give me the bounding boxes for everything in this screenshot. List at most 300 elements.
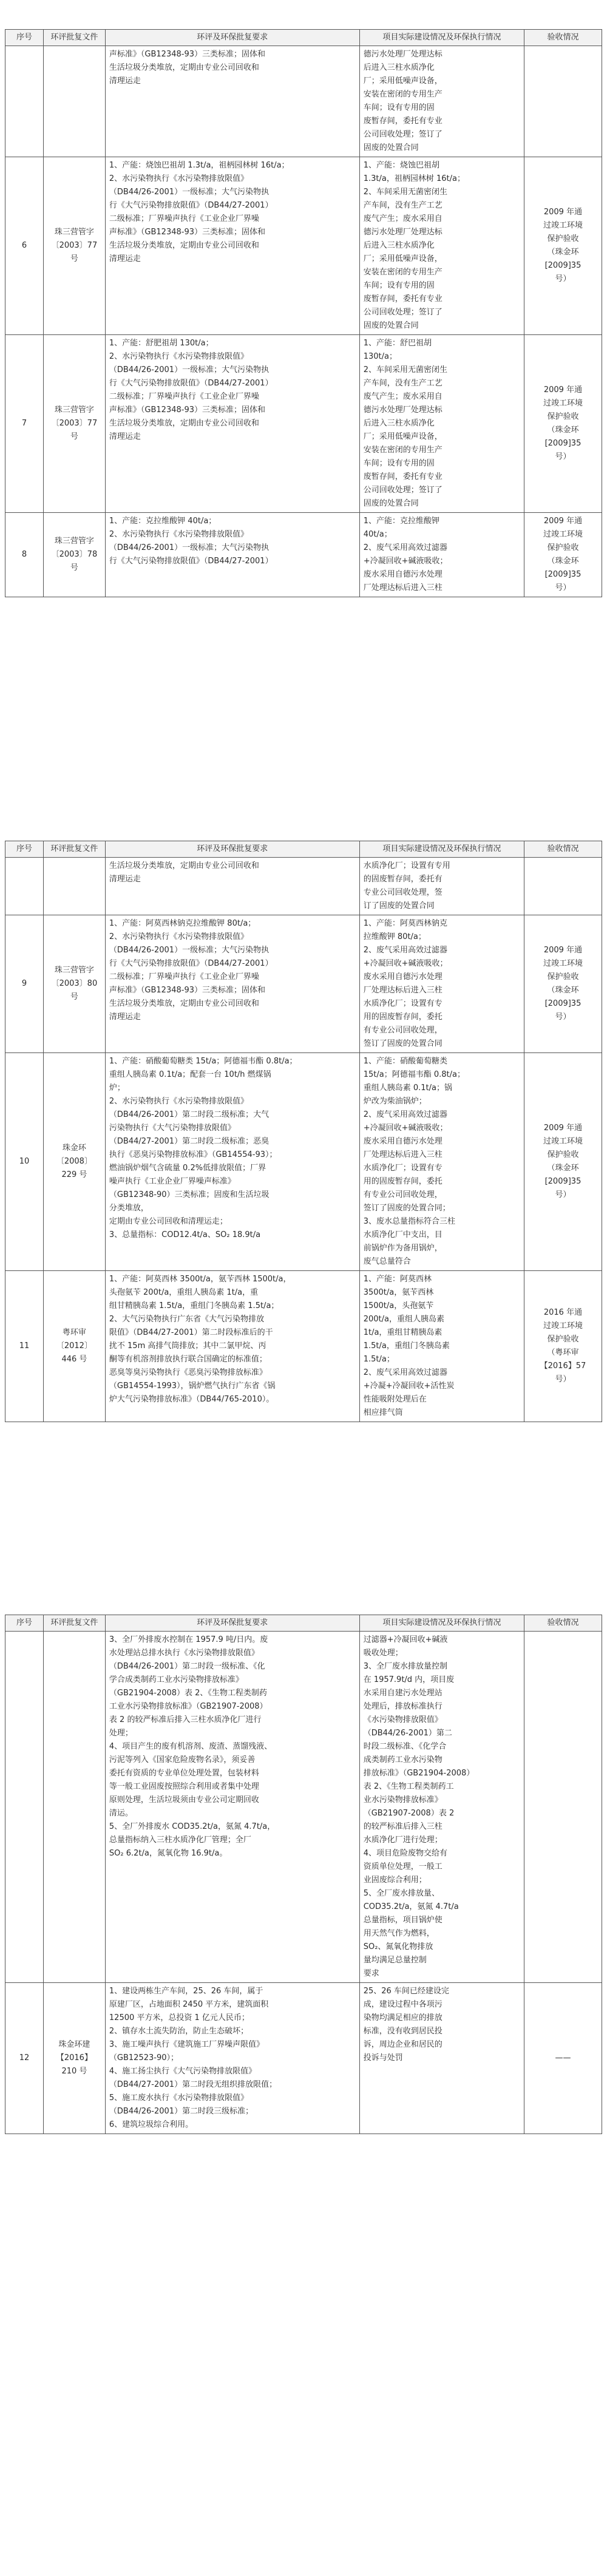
actual-construction-line: 用的固废暂存间，委托 — [363, 1012, 443, 1022]
eia-requirements-line: 2、水污染物执行《水污染物排放限值》 — [109, 932, 249, 941]
eia-requirements — [105, 157, 359, 335]
acceptance-status — [524, 513, 602, 597]
table-page — [5, 29, 602, 597]
actual-construction — [359, 915, 524, 1053]
approval-document-line: 〔2012〕 — [56, 1341, 92, 1351]
actual-construction-line: 投诉与处罚 — [363, 2053, 403, 2062]
eia-requirements-line: 行《大气污染物排放限值》（DB44/27-2001） — [109, 959, 273, 968]
actual-construction-line: 车间；设有专用的固 — [363, 459, 435, 468]
column-header: 验收情况 — [524, 30, 602, 46]
actual-construction-line: 前锅炉作为备用锅炉， — [363, 1244, 443, 1253]
acceptance-status-line: 号） — [555, 1190, 571, 1199]
eia-requirements-line: 2、水污染物执行《水污染物排放限值》 — [109, 530, 249, 539]
eia-requirements-line: 二级标准；厂界噪声执行《工业企业厂界噪 — [109, 392, 259, 401]
table-row — [5, 915, 602, 1053]
actual-construction-line: 废气总量符合 — [363, 1257, 411, 1266]
actual-construction-line: 业固废综合利用； — [363, 1876, 427, 1885]
actual-construction-line: 时段二级标准、《化学合 — [363, 1742, 447, 1751]
approval-document-line: 号 — [70, 432, 78, 441]
eia-requirements-line: 清理运走 — [109, 1012, 141, 1022]
approval-document-line: 珠金环 — [62, 1144, 86, 1153]
eia-requirements-line: 清理运走 — [109, 76, 141, 86]
approval-document — [43, 1053, 105, 1271]
actual-construction-line: 25、26 车间已经建设完 — [363, 1987, 449, 1996]
eia-requirements-line: 处理； — [109, 1729, 133, 1738]
actual-construction-line: 2、废气采用高效过滤器 — [363, 1110, 447, 1119]
actual-construction-line: 德污水处理厂处理达标 — [363, 405, 443, 415]
actual-construction-line: 订了固废的处置合同 — [363, 901, 435, 910]
acceptance-status — [524, 1053, 602, 1271]
actual-construction-line: +冷凝+冷凝回收+活性炭 — [363, 1381, 455, 1391]
actual-construction-line: 1.3t/a，祖柄园林树 16t/a； — [363, 174, 465, 183]
eia-requirements-line: 生活垃圾分类堆放，定期由专业公司回收和 — [109, 861, 259, 870]
acceptance-status-line: （珠金环 — [547, 557, 579, 566]
eia-requirements-line: 2、镇存水土流失防治，防止生态破坏； — [109, 2027, 249, 2036]
table-row — [5, 858, 602, 915]
actual-construction-line: 产车间，没有生产工艺 — [363, 379, 443, 388]
approval-document-line: 号 — [70, 992, 78, 1002]
approval-document-line: 珠三营管字 — [54, 966, 94, 975]
eia-requirements-line: （DB44/26-2001）一级标准；大气污染物执 — [109, 946, 270, 955]
acceptance-status-line: 号） — [555, 452, 571, 461]
approval-document — [43, 915, 105, 1053]
approval-document-line: 号 — [70, 563, 78, 572]
eia-requirements-line: 酮等有机溶剂排放执行联合国确定的标准值； — [109, 1355, 267, 1364]
actual-construction-line: +冷凝回收+碱液吸收； — [363, 959, 448, 968]
actual-construction-line: 染物均满足相应的排放 — [363, 2013, 443, 2022]
column-header: 序号 — [5, 30, 44, 46]
table-row — [5, 1271, 602, 1422]
eia-requirements — [105, 858, 359, 915]
actual-construction-line: 厂处理达标后进入三柱 — [363, 583, 443, 592]
eia-requirements-line: （DB44/26-2001）一级标准；大气污染物执 — [109, 188, 270, 197]
eia-requirements-line: 1、产能：烧蚀巴祖胡 1.3t/a，祖柄园林树 16t/a； — [109, 161, 290, 170]
approval-document-line: 珠三营管字 — [54, 537, 94, 546]
acceptance-status-line: 号） — [555, 1375, 571, 1384]
approval-table — [5, 841, 602, 1422]
actual-construction-line: 2、废气采用高效过滤器 — [363, 946, 447, 955]
eia-requirements-line: 2、水污染物执行《水污染物排放限值》 — [109, 352, 249, 361]
eia-requirements-line: （DB44/26-2001）第二时段一级标准、《化 — [109, 1662, 265, 1671]
actual-construction — [359, 1271, 524, 1422]
table-row — [5, 1983, 602, 2134]
actual-construction-line: 签订了固废的处置合同； — [363, 1204, 450, 1213]
acceptance-status-line: 过竣工环境 — [543, 1137, 583, 1146]
table-header-row — [5, 1615, 602, 1632]
table-row — [5, 513, 602, 597]
actual-construction-line: 签订了固废的处置合同 — [363, 1039, 443, 1048]
actual-construction-line: 水质净化厂进行处理； — [363, 1835, 443, 1845]
eia-requirements-line: 原建厂区，占地面积 2450 平方米，建筑面积 — [109, 2000, 269, 2009]
actual-construction-line: 炉改为柴油锅炉； — [363, 1097, 427, 1106]
eia-requirements-line: 炉； — [109, 1083, 125, 1093]
row-number — [5, 858, 44, 915]
actual-construction-line: 资质单位处理，一般工 — [363, 1862, 443, 1871]
actual-construction-line: 有专业公司回收处理， — [363, 1026, 443, 1035]
approval-document-line: 粤环审 — [62, 1328, 86, 1337]
actual-construction-line: 废暂存间，委托有专业 — [363, 472, 443, 481]
approval-document — [43, 46, 105, 157]
eia-requirements-line: SO₂ 6.2t/a，氮氧化物 16.9t/a。 — [109, 1849, 228, 1858]
actual-construction-line: 1、产能：烧蚀巴祖胡 — [363, 161, 439, 170]
approval-document-line: 210 号 — [61, 2067, 87, 2076]
acceptance-status-line: 过竣工环境 — [543, 399, 583, 408]
actual-construction-line: 在 1957.9t/d 内，项目废 — [363, 1675, 455, 1684]
row-number: 7 — [5, 335, 44, 513]
eia-requirements-line: 原则处理，生活垃圾须由专业公司定期回收 — [109, 1795, 259, 1805]
actual-construction — [359, 46, 524, 157]
eia-requirements-line: 3、施工噪声执行《建筑施工厂界噪声限值》 — [109, 2040, 265, 2049]
actual-construction — [359, 858, 524, 915]
actual-construction-line: 德污水处理厂处理达标 — [363, 50, 443, 59]
actual-construction-line: 废水采用自德污水处理 — [363, 570, 443, 579]
column-header: 序号 — [5, 841, 44, 858]
acceptance-status-line: （珠金环 — [547, 425, 579, 435]
actual-construction-line: 性能吸附处理后在 — [363, 1395, 427, 1404]
actual-construction-line: 厂；采用低噪声设备， — [363, 76, 443, 86]
acceptance-status — [524, 1271, 602, 1422]
actual-construction — [359, 157, 524, 335]
eia-requirements-line: （GB12523-90）； — [109, 2053, 178, 2062]
actual-construction-line: 厂；采用低噪声设备， — [363, 254, 443, 263]
eia-requirements-line: 水处理站总排水执行《水污染物排放限值》 — [109, 1649, 259, 1658]
actual-construction-line: 专业公司回收处理，签 — [363, 888, 443, 897]
actual-construction-line: 水质净化厂；设置有专用 — [363, 861, 450, 870]
column-header: 项目实际建设情况及环保执行情况 — [359, 1615, 524, 1632]
actual-construction-line: 吸收处理； — [363, 1649, 403, 1658]
acceptance-status-line: 保护验收 — [547, 1150, 579, 1159]
actual-construction-line: 拉维酸钾 80t/a； — [363, 932, 426, 941]
approval-document-line: 珠三营管字 — [54, 405, 94, 415]
actual-construction-line: 过滤器+冷凝回收+碱液 — [363, 1635, 448, 1644]
eia-requirements-line: 2、水污染物执行《水污染物排放限值》 — [109, 174, 249, 183]
actual-construction-line: 废气产生；废水采用自 — [363, 214, 443, 223]
column-header: 环评及环保批复要求 — [105, 841, 359, 858]
actual-construction-line: 2、废气采用高效过滤器 — [363, 543, 447, 552]
actual-construction-line: 后进入三柱水质净化 — [363, 419, 435, 428]
actual-construction-line: （GB21907-2008）表 2 — [363, 1809, 455, 1818]
eia-requirements-line: 清运。 — [109, 1809, 133, 1818]
actual-construction-line: 公司回收处理；签订了 — [363, 308, 443, 317]
eia-requirements-line: 12500 平方米，总投资 1 亿元人民币； — [109, 2013, 249, 2022]
eia-requirements — [105, 46, 359, 157]
eia-requirements-line: 委托有资质的专业单位处理处置，包装材料 — [109, 1769, 259, 1778]
approval-document — [43, 1632, 105, 1983]
eia-requirements-line: 声标准》（GB12348-93）三类标准；固体和 — [109, 986, 265, 995]
approval-document — [43, 1983, 105, 2134]
column-header: 项目实际建设情况及环保执行情况 — [359, 841, 524, 858]
approval-document-line: 〔2008〕 — [56, 1157, 92, 1166]
table-page — [5, 1615, 602, 2134]
eia-requirements-line: 声标准》（GB12348-93）三类标准；固体和 — [109, 50, 265, 59]
actual-construction-line: 1、产能：阿莫西林钠克 — [363, 919, 447, 928]
actual-construction-line: 成类制药工业水污染物 — [363, 1755, 443, 1764]
actual-construction-line: 车间；设有专用的固 — [363, 281, 435, 290]
row-number — [5, 1632, 44, 1983]
column-header: 环评及环保批复要求 — [105, 1615, 359, 1632]
actual-construction-line: 后进入三柱水质净化 — [363, 241, 435, 250]
eia-requirements-line: 声标准》（GB12348-93）三类标准；固体和 — [109, 228, 265, 237]
acceptance-status-line: （粤环审 — [547, 1348, 579, 1357]
acceptance-status — [524, 858, 602, 915]
actual-construction-line: 200t/a，重组人胰岛素 — [363, 1315, 444, 1324]
actual-construction-line: 水质净化厂；设置有专 — [363, 1164, 443, 1173]
actual-construction-line: 安装在密闭的专用生产 — [363, 90, 443, 99]
actual-construction-line: 废暂存间，委托有专业 — [363, 294, 443, 303]
actual-construction-line: 1t/a，重组甘精胰岛素 — [363, 1328, 443, 1337]
actual-construction-line: 后进入三柱水质净化 — [363, 63, 435, 72]
eia-requirements-line: 5、施工废水执行《水污染物排放限值》 — [109, 2093, 249, 2103]
actual-construction-line: 固废的处置合同 — [363, 143, 419, 152]
eia-requirements-line: 执行《恶臭污染物排放标准》（GB14554-93）； — [109, 1150, 277, 1159]
actual-construction — [359, 1983, 524, 2134]
eia-requirements — [105, 513, 359, 597]
eia-requirements-line: （GB14554-1993），锅炉燃气执行广东省《锅 — [109, 1381, 276, 1391]
table-row — [5, 1632, 602, 1983]
actual-construction-line: 2、废气采用高效过滤器 — [363, 1368, 447, 1377]
actual-construction-line: 公司回收处理；签订了 — [363, 130, 443, 139]
approval-table — [5, 29, 602, 597]
eia-requirements-line: 生活垃圾分类堆放，定期由专业公司回收和 — [109, 419, 259, 428]
acceptance-status-line: [2009]35 — [544, 439, 582, 448]
table-header-row — [5, 841, 602, 858]
table-header-row — [5, 30, 602, 46]
approval-document — [43, 858, 105, 915]
eia-requirements-line: 噪声执行《工业企业厂界噪声标准》 — [109, 1177, 236, 1186]
eia-requirements-line: 1、产能：舒肥祖胡 130t/a； — [109, 339, 214, 348]
actual-construction-line: 有专业公司回收处理， — [363, 1190, 443, 1199]
eia-requirements-line: 行《大气污染物排放限值》（DB44/27-2001） — [109, 379, 273, 388]
eia-requirements-line: 行《大气污染物排放限值》（DB44/27-2001） — [109, 201, 273, 210]
row-number — [5, 46, 44, 157]
actual-construction-line: +冷凝回收+碱液吸收； — [363, 557, 448, 566]
eia-requirements-line: 学合成类制药工业水污染物排放标准》 — [109, 1675, 243, 1684]
column-header: 环评批复文件 — [43, 30, 105, 46]
approval-document-line: 229 号 — [61, 1170, 87, 1179]
actual-construction-line: 安装在密闭的专用生产 — [363, 446, 443, 455]
actual-construction-line: 的固废暂存间，委托有 — [363, 875, 443, 884]
table-row — [5, 157, 602, 335]
actual-construction-line: 产车间，没有生产工艺 — [363, 201, 443, 210]
actual-construction-line: 总量指标，项目锅炉使 — [363, 1916, 443, 1925]
eia-requirements-line: 1、产能：阿莫西林 3500t/a，氨苄西林 1500t/a， — [109, 1275, 291, 1284]
eia-requirements-line: 生活垃圾分类堆放，定期由专业公司回收和 — [109, 63, 259, 72]
eia-requirements-line: 污染物执行《大气污染物排放限值》 — [109, 1124, 236, 1133]
eia-requirements-line: 二级标准；厂界噪声执行《工业企业厂界噪 — [109, 214, 259, 223]
acceptance-status-line: 2009 年通 — [543, 517, 583, 526]
acceptance-status-line: 2009 年通 — [543, 385, 583, 395]
eia-requirements-line: 1、建设两栋生产车间，25、26 车间，属于 — [109, 1987, 263, 1996]
eia-requirements-line: 1、产能：阿莫西林钠克拉维酸钾 80t/a； — [109, 919, 256, 928]
actual-construction-line: 固废的处置合同 — [363, 321, 419, 330]
eia-requirements — [105, 1983, 359, 2134]
eia-requirements-line: 燃油锅炉烟气含硫量 0.2%低排放限值；厂界 — [109, 1164, 266, 1173]
actual-construction-line: 表 2、《生物工程类制药工 — [363, 1782, 454, 1791]
eia-requirements-line: 工业水污染物排放标准》（GB21907-2008） — [109, 1702, 268, 1711]
acceptance-status — [524, 46, 602, 157]
eia-requirements-line: 声标准》（GB12348-93）三类标准；固体和 — [109, 405, 265, 415]
actual-construction-line: 《水污染物排放限值》 — [363, 1715, 443, 1724]
actual-construction-line: 业水污染物排放标准》 — [363, 1795, 443, 1805]
eia-requirements-line: 清理运走 — [109, 254, 141, 263]
eia-requirements — [105, 915, 359, 1053]
acceptance-status-line: 过竣工环境 — [543, 1321, 583, 1330]
eia-requirements-line: （DB44/26-2001）第二时段三级标准； — [109, 2107, 254, 2116]
approval-document-line: 〔2003〕77 — [51, 241, 98, 250]
acceptance-status-line: [2009]35 — [544, 1177, 582, 1186]
eia-requirements-line: 炉大气污染物排放标准》（DB44/765-2010）。 — [109, 1395, 274, 1404]
acceptance-status — [524, 335, 602, 513]
acceptance-status-line: 号） — [555, 1012, 571, 1022]
actual-construction-line: 用天然气作为燃料， — [363, 1929, 435, 1938]
eia-requirements-line: 定期由专业公司回收和清理运走； — [109, 1217, 228, 1226]
eia-requirements-line: 6、建筑垃圾综合利用。 — [109, 2120, 194, 2129]
actual-construction-line: 130t/a； — [363, 352, 397, 361]
eia-requirements-line: 2、大气污染物执行广东省《大气污染物排放 — [109, 1315, 265, 1324]
actual-construction-line: 2、车间采用无菌密闭生 — [363, 188, 447, 197]
eia-requirements-line: 二级标准；厂界噪声执行《工业企业厂界噪 — [109, 972, 259, 981]
actual-construction-line: 3、废水总量指标符合三柱 — [363, 1217, 455, 1226]
eia-requirements — [105, 1632, 359, 1983]
actual-construction-line: 1、产能：克拉维酸钾 — [363, 517, 439, 526]
eia-requirements-line: 头孢氨苄 200t/a，重组人胰岛素 1t/a，重 — [109, 1288, 259, 1297]
eia-requirements-line: 恶臭等臭污染物执行《恶臭污染物排放标准》 — [109, 1368, 267, 1377]
actual-construction-line: 排放标准》（GB21904-2008） — [363, 1769, 475, 1778]
column-header: 环评批复文件 — [43, 841, 105, 858]
actual-construction-line: COD35.2t/a，氨氮 4.7t/a — [363, 1902, 459, 1911]
actual-construction-line: 1500t/a，头孢氨苄 — [363, 1301, 434, 1310]
eia-requirements-line: 清理运走 — [109, 875, 141, 884]
column-header: 序号 — [5, 1615, 44, 1632]
eia-requirements-line: （DB44/26-2001）一级标准；大气污染物执 — [109, 543, 270, 552]
row-number: 9 — [5, 915, 44, 1053]
acceptance-status-line: [2009]35 — [544, 261, 582, 270]
approval-document-line: 〔2003〕80 — [51, 979, 98, 988]
table-row — [5, 46, 602, 157]
actual-construction-line: 诉，周边企业和居民的 — [363, 2040, 443, 2049]
eia-requirements-line: 2、水污染物执行《水污染物排放限值》 — [109, 1097, 249, 1106]
eia-requirements-line: 总量指标纳入三柱水质净化厂管理；全厂 — [109, 1835, 251, 1845]
approval-document — [43, 335, 105, 513]
approval-document — [43, 157, 105, 335]
actual-construction-line: 水采用自建污水处理站 — [363, 1689, 443, 1698]
actual-construction-line: 废暂存间，委托有专业 — [363, 117, 443, 126]
actual-construction-line: 固废的处置合同 — [363, 499, 419, 508]
eia-requirements-line: 扰不 15m 高排气筒排放；其中二氯甲烷、丙 — [109, 1341, 266, 1351]
actual-construction-line: 量均满足总量控制 — [363, 1956, 427, 1965]
approval-document — [43, 1271, 105, 1422]
actual-construction — [359, 1053, 524, 1271]
actual-construction-line: 40t/a； — [363, 530, 392, 539]
eia-requirements-line: 污泥等列入《国家危险废物名录》，须妥善 — [109, 1755, 256, 1764]
approval-document-line: 〔2003〕78 — [51, 550, 98, 559]
actual-construction-line: 成，建设过程中各项污 — [363, 2000, 443, 2009]
table-row — [5, 335, 602, 513]
actual-construction-line: 公司回收处理；签订了 — [363, 486, 443, 495]
acceptance-status-line: 2009 年通 — [543, 1124, 583, 1133]
actual-construction-line: 2、车间采用无菌密闭生 — [363, 365, 447, 375]
actual-construction-line: 用的固废暂存间，委托 — [363, 1177, 443, 1186]
approval-document — [43, 513, 105, 597]
eia-requirements — [105, 1053, 359, 1271]
eia-requirements-line: 1、产能：硝酸葡萄糖类 15t/a；阿德福韦酯 0.8t/a； — [109, 1057, 297, 1066]
eia-requirements-line: 3、总量指标：COD12.4t/a、SO₂ 18.9t/a — [109, 1230, 261, 1239]
actual-construction — [359, 1632, 524, 1983]
approval-document-line: 【2016】 — [56, 2053, 92, 2062]
column-header: 环评及环保批复要求 — [105, 30, 359, 46]
approval-document-line: 珠金环建 — [58, 2040, 90, 2049]
actual-construction-line: 废水采用自德污水处理 — [363, 1137, 443, 1146]
actual-construction-line: 厂处理达标后进入三柱 — [363, 986, 443, 995]
eia-requirements-line: （DB44/27-2001）第二时段二级标准；恶臭 — [109, 1137, 270, 1146]
eia-requirements-line: 分类堆放， — [109, 1204, 149, 1213]
acceptance-status-line: 保护验收 — [547, 543, 579, 552]
eia-requirements-line: 等一般工业固废按照综合利用或者集中处理 — [109, 1782, 259, 1791]
eia-requirements-line: 3、全厂外排废水控制在 1957.9 吨/日内。废 — [109, 1635, 268, 1644]
acceptance-status-line: 过竣工环境 — [543, 221, 583, 230]
eia-requirements-line: 表 2 的较严标准后排入三柱水质净化厂进行 — [109, 1715, 262, 1724]
column-header: 验收情况 — [524, 1615, 602, 1632]
actual-construction — [359, 513, 524, 597]
actual-construction-line: 标准，没有收到居民投 — [363, 2027, 443, 2036]
actual-construction-line: 德污水处理厂处理达标 — [363, 228, 443, 237]
acceptance-status — [524, 1632, 602, 1983]
acceptance-status-line: 号） — [555, 274, 571, 283]
eia-requirements-line: （GB21904-2008）表 2、《生物工程类制药 — [109, 1689, 267, 1698]
actual-construction-line: 1、产能：舒巴祖胡 — [363, 339, 432, 348]
actual-construction-line: 1.5t/a； — [363, 1355, 395, 1364]
row-number: 12 — [5, 1983, 44, 2134]
acceptance-status-line: 号） — [555, 583, 571, 592]
acceptance-status-line: （珠金环 — [547, 1164, 579, 1173]
eia-requirements-line: 生活垃圾分类堆放，定期由专业公司回收和 — [109, 241, 259, 250]
eia-requirements-line: 清理运走 — [109, 432, 141, 441]
acceptance-status-line: [2009]35 — [544, 570, 582, 579]
acceptance-status-line: 2009 年通 — [543, 208, 583, 217]
actual-construction-line: 1、产能：硝酸葡萄糖类 — [363, 1057, 447, 1066]
acceptance-status-line: 过竣工环境 — [543, 530, 583, 539]
eia-requirements-line: 组甘精胰岛素 1.5t/a，重组门冬胰岛素 1.5t/a； — [109, 1301, 279, 1310]
eia-requirements — [105, 335, 359, 513]
actual-construction-line: 1.5t/a，重组门冬胰岛素 — [363, 1341, 450, 1351]
actual-construction-line: 5、全厂废水排放量、 — [363, 1889, 439, 1898]
acceptance-status — [524, 1983, 602, 2134]
approval-table — [5, 1615, 602, 2134]
acceptance-status-line: 2016 年通 — [543, 1308, 583, 1317]
actual-construction-line: 处理后，排放标准执行 — [363, 1702, 443, 1711]
actual-construction-line: 废气产生；废水采用自 — [363, 392, 443, 401]
eia-requirements-line: （DB44/27-2001）第二时段无组织排放限值； — [109, 2080, 277, 2089]
table-page — [5, 841, 602, 1422]
table-row — [5, 1053, 602, 1271]
column-header: 环评批复文件 — [43, 1615, 105, 1632]
eia-requirements-line: 限值》（DB44/27-2001）第二时段标准后的干 — [109, 1328, 273, 1337]
actual-construction-line: 的较严标准后排入三柱 — [363, 1822, 443, 1831]
actual-construction-line: 水质净化厂；设置有专 — [363, 999, 443, 1008]
actual-construction — [359, 335, 524, 513]
eia-requirements-line: 行《大气污染物排放限值》（DB44/27-2001） — [109, 557, 273, 566]
actual-construction-line: 车间；设有专用的固 — [363, 103, 435, 112]
actual-construction-line: 要求 — [363, 1969, 379, 1978]
column-header: 验收情况 — [524, 841, 602, 858]
eia-requirements-line: 生活垃圾分类堆放，定期由专业公司回收和 — [109, 999, 259, 1008]
eia-requirements — [105, 1271, 359, 1422]
eia-requirements-line: （GB12348-90）三类标准；固废和生活垃圾 — [109, 1190, 270, 1199]
column-header: 项目实际建设情况及环保执行情况 — [359, 30, 524, 46]
actual-construction-line: 3500t/a，氨苄西林 — [363, 1288, 434, 1297]
acceptance-status-line: [2009]35 — [544, 999, 582, 1008]
acceptance-status-line: 保护验收 — [547, 412, 579, 421]
